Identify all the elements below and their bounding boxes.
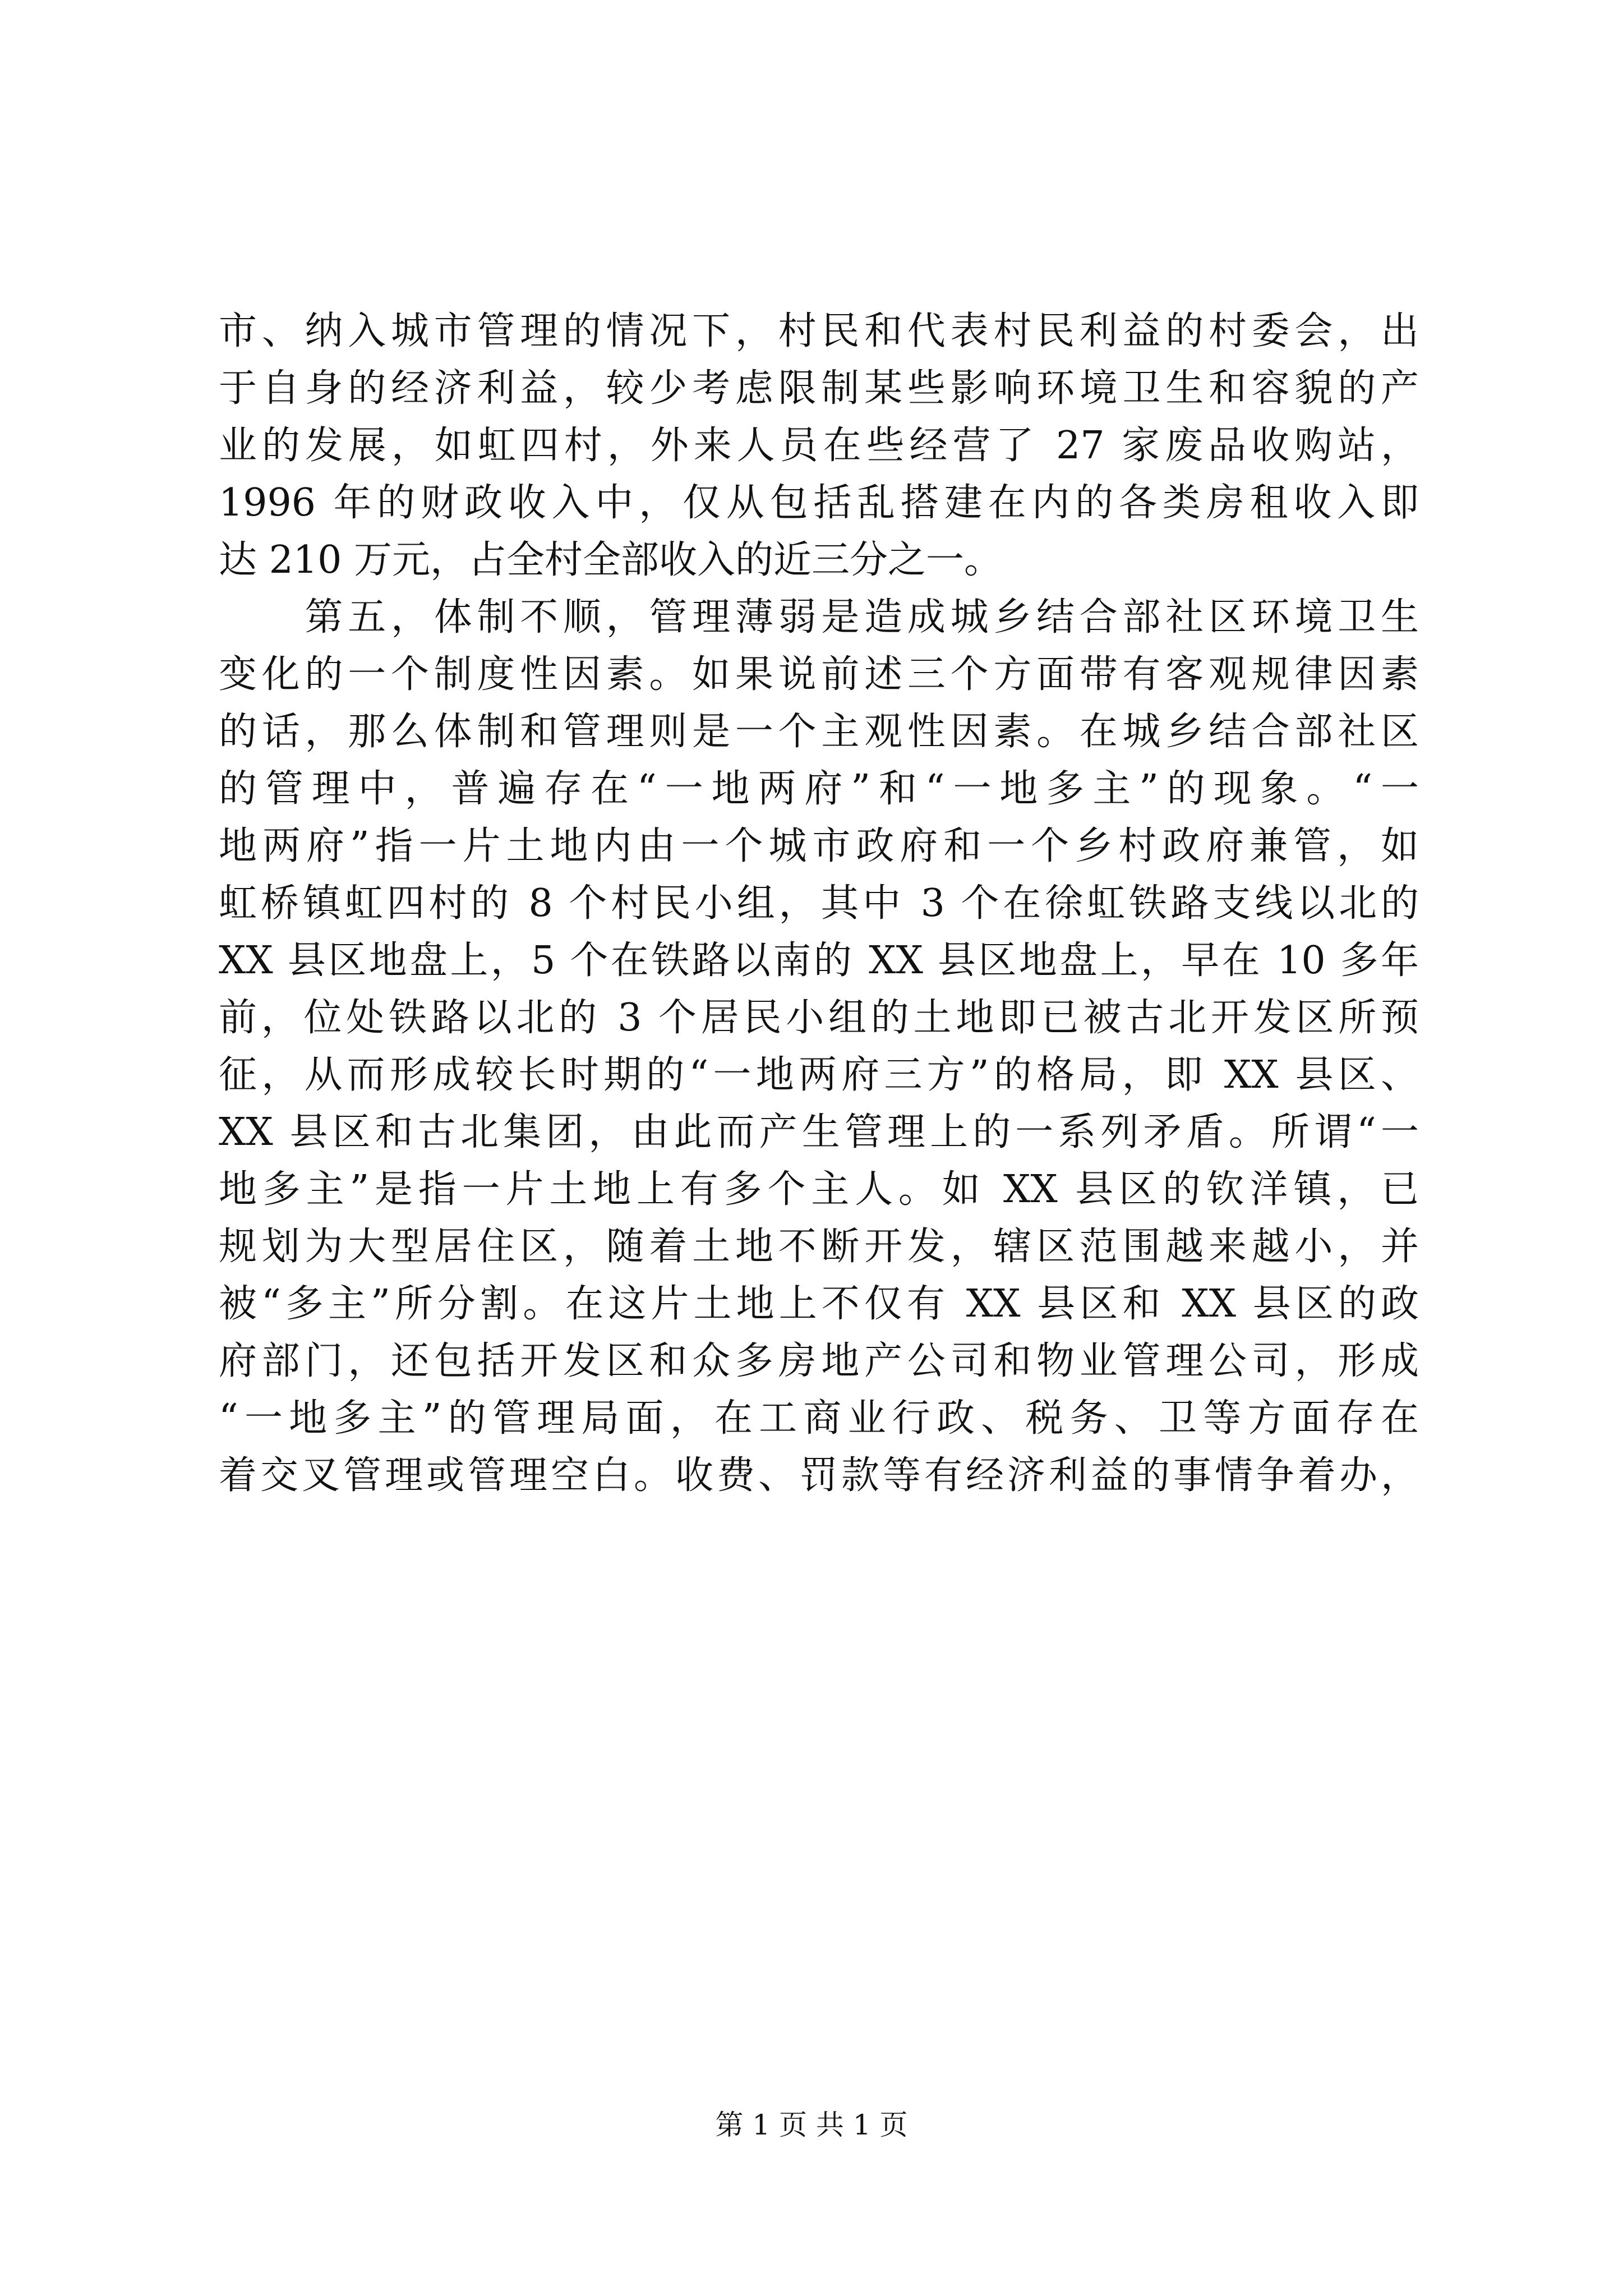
text-line: 府部门，还包括开发区和众多房地产公司和物业管理公司，形成 [219,1339,1419,1383]
page-footer: 第 1 页 共 1 页 [715,2109,908,2141]
text-line: 征，从而形成较长时期的“一地两府三方”的格局，即 XX 县区、 [219,1053,1419,1097]
text-line: 被“多主”所分割。在这片土地上不仅有 XX 县区和 XX 县区的政 [219,1282,1419,1326]
text-line: 业的发展，如虹四村，外来人员在些经营了 27 家废品收购站， [219,424,1419,468]
text-line: 地两府”指一片土地内由一个城市政府和一个乡村政府兼管，如 [219,824,1419,868]
text-line: 的管理中，普遍存在“一地两府”和“一地多主”的现象。“一 [219,767,1419,811]
text-line: 于自身的经济利益，较少考虑限制某些影响环境卫生和容貌的产 [219,366,1419,411]
text-line: 市、纳入城市管理的情况下，村民和代表村民利益的村委会，出 [219,309,1419,353]
text-line: “一地多主”的管理局面，在工商业行政、税务、卫等方面存在 [219,1396,1419,1441]
text-line: 前，位处铁路以北的 3 个居民小组的土地即已被古北开发区所预 [219,996,1419,1040]
text-line: 1996 年的财政收入中，仅从包括乱搭建在内的各类房租收入即 [219,481,1419,525]
text-line: XX 县区和古北集团，由此而产生管理上的一系列矛盾。所谓“一 [219,1110,1419,1154]
text-line: 的话，那么体制和管理则是一个主观性因素。在城乡结合部社区 [219,710,1419,754]
text-line: 地多主”是指一片土地上有多个主人。如 XX 县区的钦洋镇，已 [219,1167,1419,1212]
text-line: 达 210 万元，占全村全部收入的近三分之一。 [219,538,1003,582]
text-line: XX 县区地盘上，5 个在铁路以南的 XX 县区地盘上，早在 10 多年 [219,938,1419,983]
text-line: 规划为大型居住区，随着土地不断开发，辖区范围越来越小，并 [219,1225,1419,1269]
text-line: 着交叉管理或管理空白。收费、罚款等有经济利益的事情争着办， [219,1453,1419,1498]
body-text [219,303,1419,1504]
text-line: 第五，体制不顺，管理薄弱是造成城乡结合部社区环境卫生 [219,595,1419,639]
text-line: 变化的一个制度性因素。如果说前述三个方面带有客观规律因素 [219,652,1419,697]
text-line: 虹桥镇虹四村的 8 个村民小组，其中 3 个在徐虹铁路支线以北的 [219,881,1419,926]
